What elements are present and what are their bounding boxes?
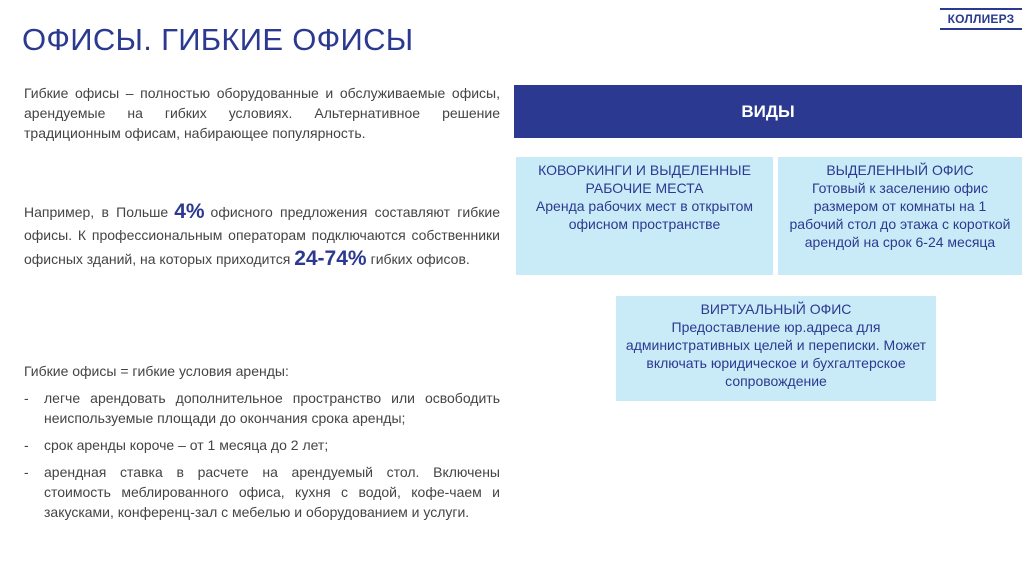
type-description: Готовый к заселению офис размером от комнаты на 1 рабочий стол до этажа с короткой арендой на срок 6-24 месяца: [789, 180, 1011, 250]
list-item: [24, 462, 500, 522]
bullet-dash: -: [24, 390, 29, 406]
conditions-list: [24, 388, 500, 529]
example-text-after: гибких офисов.: [370, 251, 470, 267]
page-title: ОФИСЫ. ГИБКИЕ ОФИСЫ: [22, 22, 414, 57]
type-description: Предоставление юр.адреса для административных целей и переписки. Может включать юридическое и бухгалтерское сопровождение: [625, 319, 927, 389]
company-logo: КОЛЛИЕРЗ: [940, 8, 1022, 30]
list-item-text: срок аренды короче – от 1 месяца до 2 лет;: [44, 437, 329, 453]
type-title: КОВОРКИНГИ И ВЫДЕЛЕННЫЕ РАБОЧИЕ МЕСТА: [538, 162, 751, 196]
type-box-virtual-office: [616, 296, 936, 401]
intro-paragraph: Гибкие офисы – полностью оборудованные и обслуживаемые офисы, арендуемые на гибких условиях. Альтернативное решение традиционным офисам, набирающее популярность.: [24, 85, 500, 141]
example-paragraph: [24, 200, 500, 271]
highlight-percent-4: 4%: [174, 200, 205, 223]
bullet-dash: -: [24, 464, 29, 480]
highlight-percent-range: 24-74%: [294, 247, 367, 270]
list-item-text: арендная ставка в расчете на арендуемый стол. Включены стоимость меблированного офиса, кухня с водой, кофе-чаем и закусками, конференц-зал с мебелью и оборудованием и услуги.: [44, 464, 500, 520]
type-description: Аренда рабочих мест в открытом офисном пространстве: [535, 198, 754, 232]
example-text-middle: офисного предложения составляют гибкие офисы. К профессиональным операторам подключаются собственники офисных зданий, на которых приходится: [24, 204, 500, 267]
type-box-dedicated-office: [778, 157, 1022, 275]
bullet-dash: -: [24, 437, 29, 453]
list-item: [24, 435, 500, 455]
conditions-heading: Гибкие офисы = гибкие условия аренды:: [24, 363, 289, 379]
list-item: [24, 388, 500, 428]
list-item-text: легче арендовать дополнительное пространство или освободить неиспользуемые площади до окончания срока аренды;: [44, 390, 500, 426]
type-title: ВИРТУАЛЬНЫЙ ОФИС: [700, 301, 852, 317]
type-box-coworking: [516, 157, 773, 275]
example-text-before: Например, в Польше: [24, 204, 169, 220]
type-title: ВЫДЕЛЕННЫЙ ОФИС: [826, 162, 974, 178]
types-header: ВИДЫ: [514, 85, 1022, 138]
